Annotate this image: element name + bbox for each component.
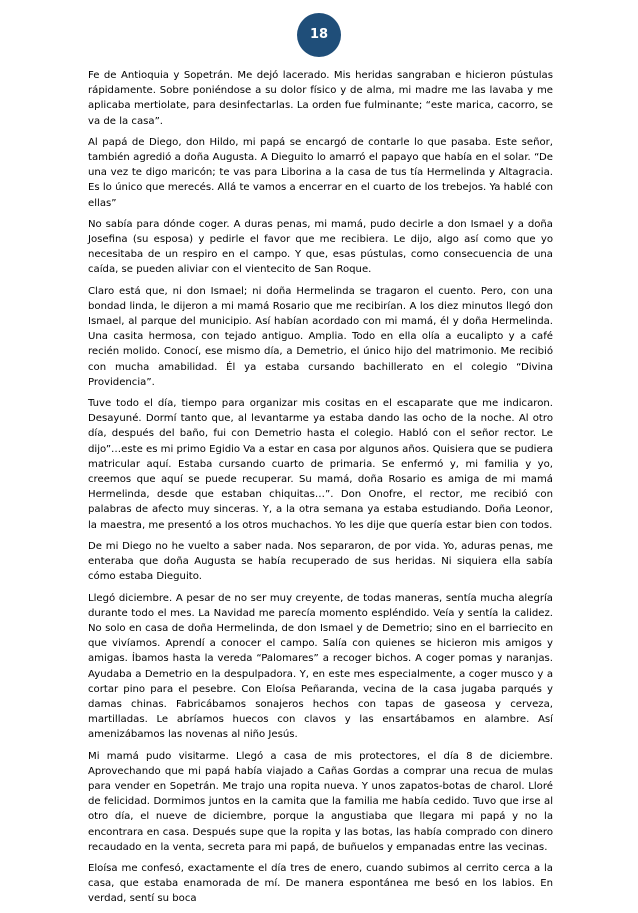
paragraph: Al papá de Diego, don Hildo, mi papá se encargó de contarle lo que pasaba. Este señor, también agredió a doña Augusta. A Dieguito lo amarró el papayo que había en el solar. “De una vez te digo maricón; te vas para Liborina a la casa de tus tía Hermelinda y Altagracia. Es lo único que merecés. Allá te vamos a encerrar en el cuarto de los trebejos. Ya hablé con ellas” bbox=[88, 136, 553, 209]
paragraph: Eloísa me confesó, exactamente el día tres de enero, cuando subimos al cerrito cerca a la casa, que estaba enamorada de mí. De manera espontánea me besó en los labios. En verdad, sentí su boca bbox=[88, 862, 553, 905]
paragraph: Mi mamá pudo visitarme. Llegó a casa de mis protectores, el día 8 de diciembre. Aprovechando que mi papá había viajado a Cañas Gordas a comprar una recua de mulas para vender en Sopetrán. Me trajo una ropita nueva. Y unos zapatos-botas de charol. Lloré de felicidad. Dormimos juntos en la camita que la familia me había cedido. Tuvo que irse al otro día, el nueve de diciembre, porque la angustiaba que llegara mi papá y no la encontrara en casa. Después supe que la ropita y las botas, las había comprado con dinero recaudado en la venta, secreta para mi papá, de buñuelos y empanadas entre las vecinas. bbox=[88, 750, 553, 853]
page-body bbox=[88, 68, 553, 913]
paragraph: De mi Diego no he vuelto a saber nada. Nos separaron, de por vida. Yo, aduras penas, me enteraba que doña Augusta se había recuperado de sus heridas. Ni siquiera ella sabía cómo estaba Dieguito. bbox=[88, 540, 553, 583]
page-number-badge: 18 bbox=[297, 13, 341, 57]
paragraph: Llegó diciembre. A pesar de no ser muy creyente, de todas maneras, sentía mucha alegría durante todo el mes. La Navidad me parecía momento espléndido. Veía y sentía la calidez. No solo en casa de doña Hermelinda, de don Ismael y de Demetrio; sino en el barriecito en que vivíamos. Aprendí a conocer el campo. Salía con quienes se hicieron mis amigos y amigas. Íbamos hasta la vereda “Palomares” a recoger bichos. A coger pomas y naranjas. Ayudaba a Demetrio en la despulpadora. Y, en este mes especialmente, a coger musco y a cortar pino para el pesebre. Con Eloísa Peñaranda, vecina de la casa jugaba parqués y damas chinas. Fabricábamos sonajeros hechos con tapas de gaseosa y cerveza, martilladas. Le abríamos huecos con clavos y las ensartábamos en alambre. Así amenizábamos las novenas al niño Jesús. bbox=[88, 592, 553, 741]
paragraph: No sabía para dónde coger. A duras penas, mi mamá, pudo decirle a don Ismael y a doña Josefina (su esposa) y pedirle el favor que me recibiera. Le dijo, algo así como que yo necesitaba de un respiro en el campo. Y que, esas pústulas, como consecuencia de una caída, se pueden aliviar con el vientecito de San Roque. bbox=[88, 218, 553, 276]
paragraph: Tuve todo el día, tiempo para organizar mis cositas en el escaparate que me indicaron. Desayuné. Dormí tanto que, al levantarme ya estaba dando las ocho de la noche. Al otro día, después del baño, fui con Demetrio hasta el colegio. Habló con el señor rector. Le dijo”…este es mi primo Egidio Va a estar en casa por algunos años. Quisiera que se pudiera matricular aquí. Estaba cursando cuarto de primaria. Se enfermó y, mi familia y yo, creemos que aquí se puede recuperar. Su mamá, doña Rosario es amiga de mi mamá Hermelinda, desde que estaban chiquitas…”. Don Onofre, el rector, me recibió con palabras de afecto muy sinceras. Y, a la otra semana ya estaba estudiando. Doña Leonor, la maestra, me presentó a los otros muchachos. Yo les dije que quería estar bien con todos. bbox=[88, 398, 554, 531]
paragraph: Claro está que, ni don Ismael; ni doña Hermelinda se tragaron el cuento. Pero, con una bondad linda, le dijeron a mi mamá Rosario que me recibirían. A los diez minutos llegó don Ismael, al parque del municipio. Así habían acordado con mi mamá, él y doña Hermelinda. Una casita hermosa, con tejado antiguo. Amplia. Todo en ella olía a eucalipto y a café recién molido. Conocí, ese mismo día, a Demetrio, el único hijo del matrimonio. Me recibió con mucha amabilidad. Él ya estaba cursando bachillerato en el colegio “Divina Providencia”. bbox=[88, 285, 553, 388]
paragraph: Fe de Antioquia y Sopetrán. Me dejó lacerado. Mis heridas sangraban e hicieron pústulas rápidamente. Sobre poniéndose a su dolor físico y de alma, mi madre me las lavaba y me aplicaba mertiolate, para desinfectarlas. La orden fue fulminante; “este marica, cacorro, se va de la casa”. bbox=[88, 70, 553, 127]
